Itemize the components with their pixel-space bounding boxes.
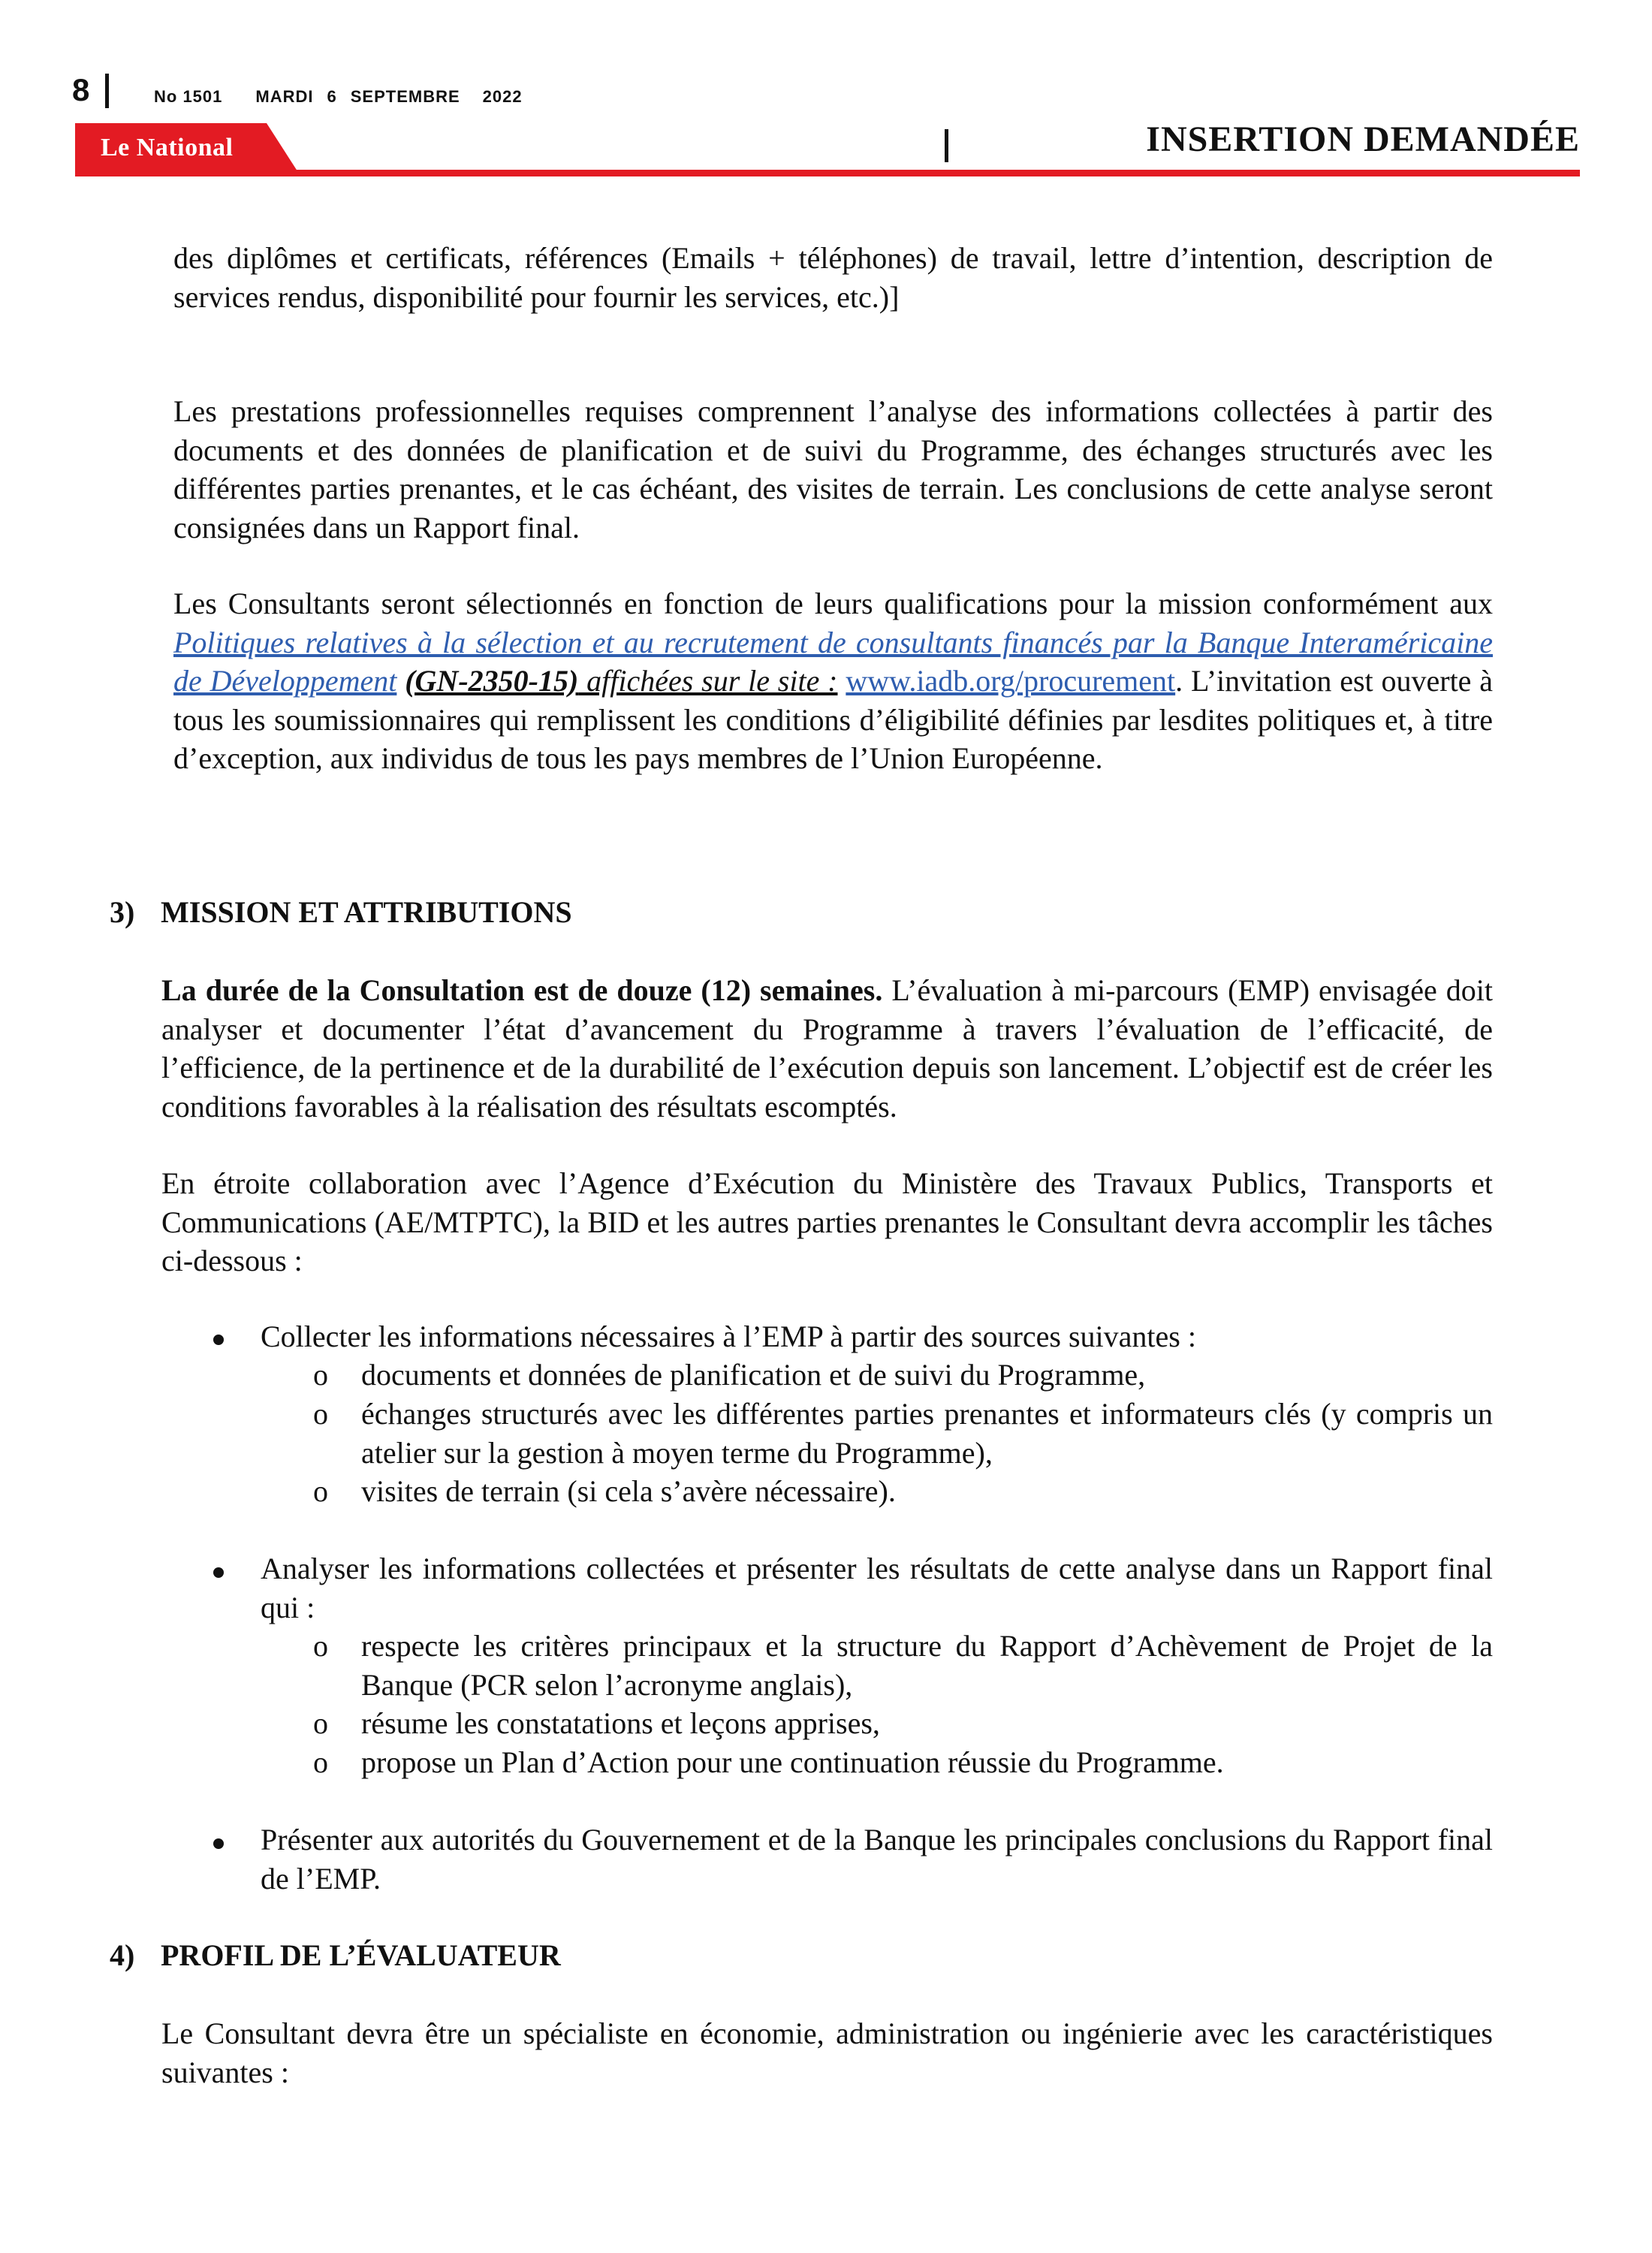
collaboration-paragraph bbox=[161, 1164, 1493, 1280]
section-title: INSERTION DEMANDÉE bbox=[1146, 119, 1580, 159]
intro-tail-text: des diplômes et certificats, références (Emails + téléphones) de travail, lettre d’intention, description de services rendus, disponibilité pour fournir les services, etc.)] bbox=[173, 241, 1493, 314]
page-number-divider bbox=[105, 74, 109, 108]
sub-marker: o bbox=[313, 1745, 328, 1779]
header-separator bbox=[945, 129, 948, 162]
bullet-1 bbox=[261, 1317, 1493, 1356]
duration-text: L’évaluation à mi-parcours (EMP) envisagée doit analyser et documenter l’état d’avancement du Programme à travers l’évaluation de l’efficacité, de l’efficience, de la pertinence et de la durabilité de l’exécution depuis son lancement. L’objectif est de créer les conditions favorables à la réalisation des résultats escomptés. bbox=[161, 973, 1493, 1123]
bullet-dot bbox=[213, 1838, 224, 1849]
bullet-2-sub-1 bbox=[361, 1627, 1493, 1704]
bullet-dot bbox=[213, 1335, 224, 1345]
sub-marker: o bbox=[313, 1358, 328, 1392]
bullet-3 bbox=[261, 1820, 1493, 1898]
profile-paragraph bbox=[161, 2014, 1493, 2092]
section-4-heading bbox=[110, 1936, 561, 1975]
bullet-1-sub-1 bbox=[361, 1356, 1493, 1395]
policy-link[interactable]: Politiques relatives à la sélection et au recrutement de consultants financés par la Banque Interaméricaine de Développement bbox=[173, 625, 1493, 698]
bullet-2-sub-2 bbox=[361, 1704, 1493, 1743]
profile-text: Le Consultant devra être un spécialiste en économie, administration ou ingénierie avec les caractéristiques suivantes : bbox=[161, 2016, 1493, 2089]
bullet-1-sub-3-text: visites de terrain (si cela s’avère nécessaire). bbox=[361, 1474, 896, 1508]
duration-paragraph bbox=[161, 971, 1493, 1126]
section-3-title: MISSION ET ATTRIBUTIONS bbox=[161, 895, 572, 929]
intro-tail-paragraph bbox=[173, 239, 1493, 316]
bullet-1-text: Collecter les informations nécessaires à l’EMP à partir des sources suivantes : bbox=[261, 1320, 1196, 1353]
section-3-heading bbox=[110, 893, 572, 932]
bullet-dot bbox=[213, 1567, 224, 1578]
selection-text-2: affichées sur le site : bbox=[578, 664, 838, 698]
bullet-2-sub-2-text: résume les constatations et leçons apprises, bbox=[361, 1706, 880, 1740]
bullet-2 bbox=[261, 1549, 1493, 1627]
selection-text-1: Les Consultants seront sélectionnés en fonction de leurs qualifications pour la mission conformément aux bbox=[173, 587, 1493, 620]
sub-marker: o bbox=[313, 1629, 328, 1663]
procurement-url-link[interactable]: www.iadb.org/procurement bbox=[846, 664, 1176, 698]
selection-paragraph bbox=[173, 584, 1493, 778]
bullet-2-sub-1-text: respecte les critères principaux et la structure du Rapport d’Achèvement de Projet de la Banque (PCR selon l’acronyme anglais), bbox=[361, 1629, 1493, 1702]
bullet-2-text: Analyser les informations collectées et présenter les résultats de cette analyse dans un Rapport final qui : bbox=[261, 1552, 1493, 1624]
issue-date-year: 2022 bbox=[482, 87, 523, 106]
section-4-number: 4) bbox=[110, 1938, 135, 1972]
publication-name: Le National bbox=[101, 134, 234, 161]
selection-text-3: . L’invitation est ouverte à tous les soumissionnaires qui remplissent les conditions d’éligibilité définies par lesdites politiques et, à titre d’exception, aux individus de tous les pays membres de l’Union Européenne. bbox=[173, 664, 1494, 775]
sub-marker: o bbox=[313, 1397, 328, 1431]
issue-date-month: SEPTEMBRE bbox=[350, 87, 460, 106]
duration-bold: La durée de la Consultation est de douze (12) semaines. bbox=[161, 973, 883, 1007]
bullet-1-sub-1-text: documents et données de planification et de suivi du Programme, bbox=[361, 1358, 1146, 1392]
bullet-1-sub-2-text: échanges structurés avec les différentes parties prenantes et informateurs clés (y compris un atelier sur la gestion à moyen terme du Programme), bbox=[361, 1397, 1493, 1470]
section-3-number: 3) bbox=[110, 895, 135, 929]
page-number: 8 bbox=[72, 72, 90, 107]
bullet-2-sub-3 bbox=[361, 1743, 1493, 1782]
issue-date-day: 6 bbox=[327, 87, 337, 106]
issue-number: No 1501 bbox=[154, 87, 223, 106]
header-rule bbox=[75, 170, 1580, 176]
policy-reference-code: (GN-2350-15) bbox=[405, 664, 579, 698]
bullet-3-text: Présenter aux autorités du Gouvernement et de la Banque les principales conclusions du Rapport final de l’EMP. bbox=[261, 1823, 1493, 1896]
section-4-title: PROFIL DE L’ÉVALUATEUR bbox=[161, 1938, 561, 1972]
sub-marker: o bbox=[313, 1706, 328, 1740]
bullet-2-sub-3-text: propose un Plan d’Action pour une continuation réussie du Programme. bbox=[361, 1745, 1224, 1779]
bullet-1-sub-2 bbox=[361, 1395, 1493, 1472]
collaboration-text: En étroite collaboration avec l’Agence d’Exécution du Ministère des Travaux Publics, Transports et Communications (AE/MTPTC), la BID et les autres parties prenantes le Consultant devra accomplir les tâches ci-dessous : bbox=[161, 1166, 1493, 1277]
issue-day: MARDI bbox=[255, 87, 314, 106]
prestations-paragraph bbox=[173, 392, 1493, 547]
bullet-1-sub-3 bbox=[361, 1472, 1493, 1511]
prestations-text: Les prestations professionnelles requises comprennent l’analyse des informations collectées à partir des documents et des données de planification et de suivi du Programme, des échanges structurés avec les différentes parties prenantes, et le cas échéant, des visites de terrain. Les conclusions de cette analyse seront consignées dans un Rapport final. bbox=[173, 394, 1493, 544]
sub-marker: o bbox=[313, 1474, 328, 1508]
issue-line bbox=[154, 87, 556, 107]
